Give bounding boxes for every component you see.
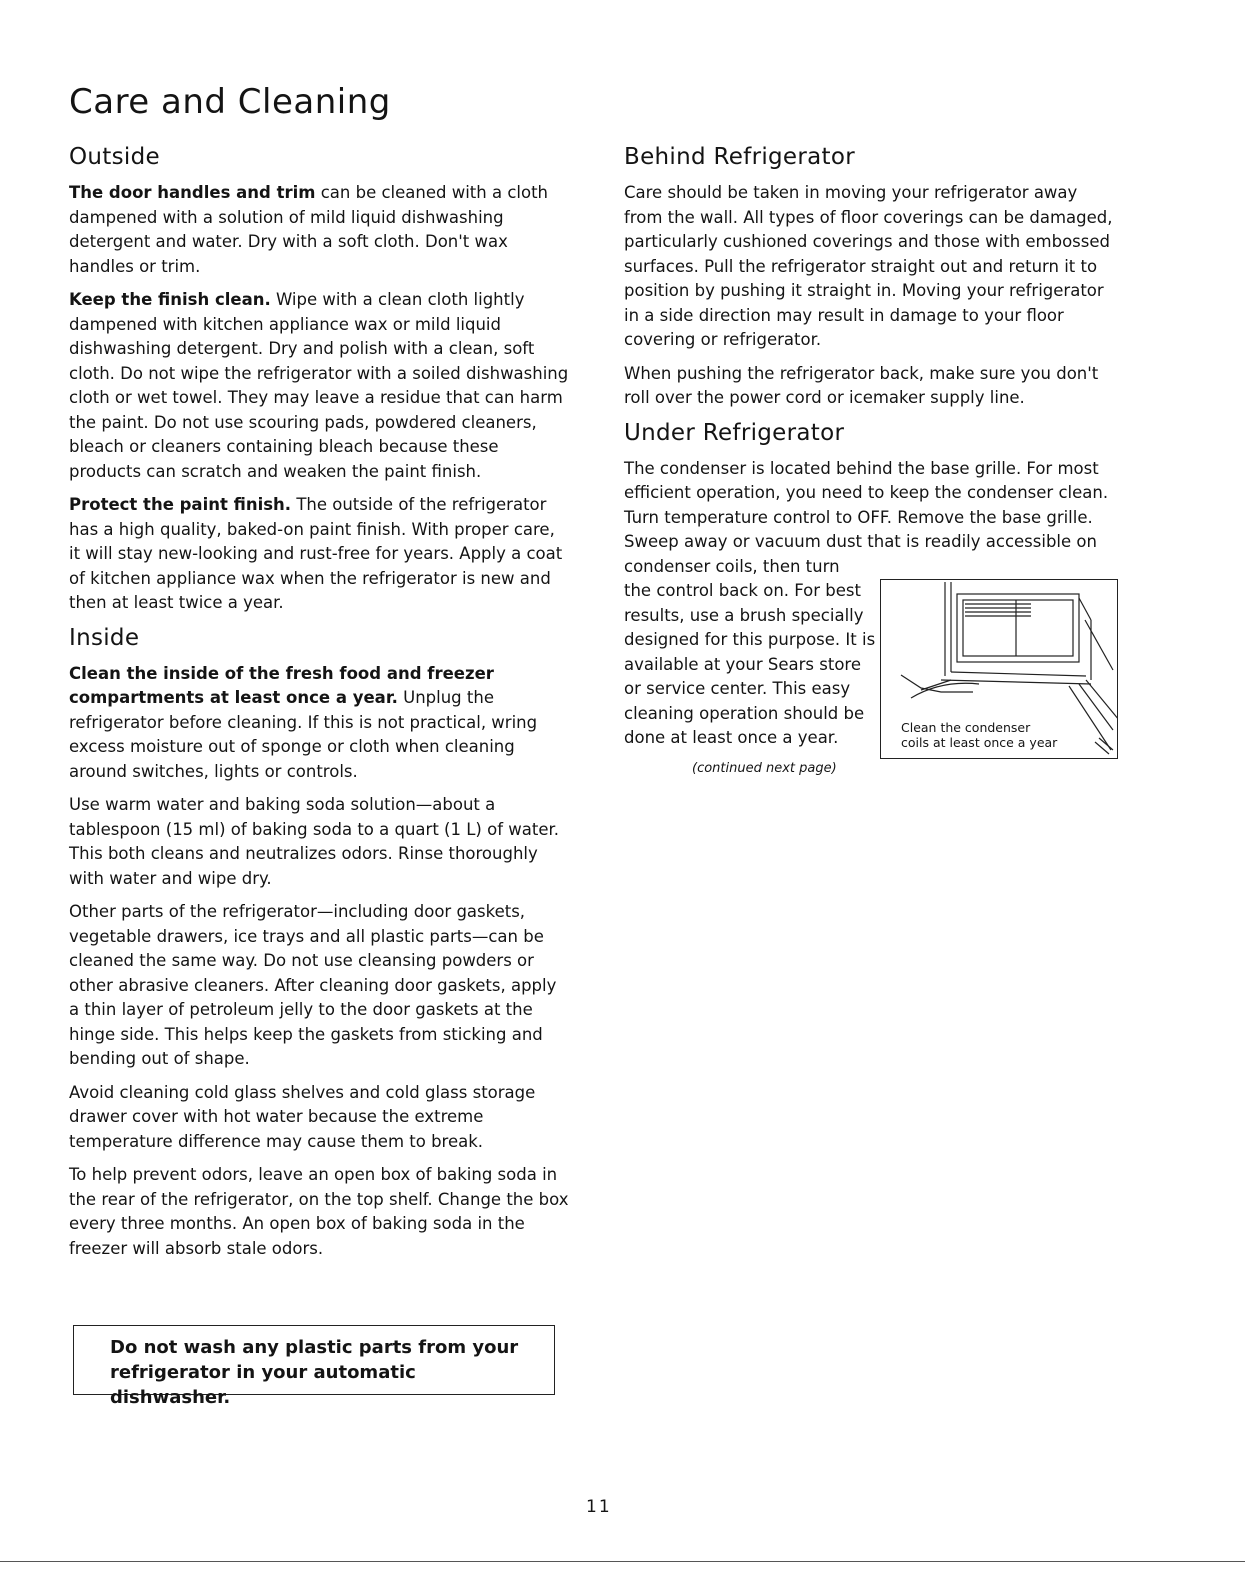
behind-paragraph-2: When pushing the refrigerator back, make sure you don't roll over the power cord or icemaker supply line.: [624, 363, 1099, 407]
outside-lead-2: Keep the finish clean.: [69, 290, 271, 309]
page-title: Care and Cleaning: [69, 82, 391, 122]
inside-paragraph-3: Other parts of the refrigerator—including door gaskets, vegetable drawers, ice trays and all plastic parts—can be cleaned the same way. Do not use cleansing powders or other abrasive cleaners. After cleaning door gaskets, apply a thin layer of petroleum jelly to the door gaskets at the hinge side. This helps keep the gaskets from sticking and bending out of shape.: [69, 902, 557, 1068]
inside-paragraph-5: To help prevent odors, leave an open box of baking soda in the rear of the refrigerator, on the top shelf. Change the box every three months. An open box of baking soda in the freezer will absorb stale odors.: [69, 1165, 569, 1258]
inside-paragraph-1: [69, 662, 569, 785]
inside-paragraph-4: Avoid cleaning cold glass shelves and cold glass storage drawer cover with hot water because the extreme temperature difference may cause them to break.: [69, 1082, 536, 1151]
inside-lead-1: Clean the inside of the fresh food and freezer compartments at least once a year.: [69, 663, 494, 707]
under-heading: Under Refrigerator: [624, 419, 845, 446]
bottom-rule: [0, 1561, 1245, 1562]
figure-caption: [901, 720, 1071, 750]
outside-lead-3: Protect the paint finish.: [69, 495, 292, 514]
right-column: [624, 144, 1118, 776]
behind-heading: Behind Refrigerator: [624, 144, 855, 170]
outside-heading: Outside: [69, 144, 160, 170]
outside-paragraph-1: [69, 181, 569, 279]
outside-body-1: can be cleaned with a cloth dampened with a solution of mild liquid dishwashing detergent and water. Dry with a soft cloth. Don't wax handles or trim.: [69, 183, 548, 276]
condenser-cleaning-illustration: [880, 579, 1118, 759]
under-paragraph-1: The condenser is located behind the base grille. For most efficient operation, you need to keep the condenser clean. Turn temperature control to OFF. Remove the base grille. Sweep away or vacuum dust that is readily accessible on condenser coils, then turn: [624, 458, 1109, 576]
warning-line-2: refrigerator in your automatic dishwasher.: [110, 1362, 416, 1408]
warning-line-1: Do not wash any plastic parts from your: [110, 1337, 519, 1358]
outside-body-3: The outside of the refrigerator has a high quality, baked-on paint finish. With proper care, it will stay new-looking and rust-free for years. Apply a coat of kitchen appliance wax when the refrigerator is new and then at least twice a year.: [69, 495, 563, 612]
outside-paragraph-3: [69, 493, 569, 616]
outside-paragraph-2: [69, 288, 569, 484]
figure-caption-line-1: Clean the condenser: [901, 720, 1031, 735]
page-number: 11: [586, 1497, 612, 1517]
left-column: [69, 144, 569, 1270]
condenser-figure-block: [624, 579, 1118, 751]
figure-caption-line-2: coils at least once a year: [901, 735, 1058, 750]
inside-heading: Inside: [69, 624, 140, 651]
behind-paragraph-1: Care should be taken in moving your refrigerator away from the wall. All types of floor coverings can be damaged, particularly cushioned coverings and those with embossed surfaces. Pull the refrigerator straight out and return it to position by pushing it straight in. Moving your refrigerator in a side direction may result in damage to your floor covering or refrigerator.: [624, 183, 1113, 349]
dishwasher-warning-box: [73, 1325, 555, 1408]
under-paragraph-2: the control back on. For best results, use a brush specially designed for this purpose. It is available at your Sears store or service center. This easy cleaning operation should be done at least once a year.: [624, 581, 876, 747]
outside-lead-1: The door handles and trim: [69, 183, 316, 202]
outside-body-2: Wipe with a clean cloth lightly dampened with kitchen appliance wax or mild liquid dishwashing detergent. Dry and polish with a clean, soft cloth. Do not wipe the refrigerator with a soiled dishwashing cloth or wet towel. They may leave a residue that can harm the paint. Do not use scouring pads, powdered cleaners, bleach or cleaners containing bleach because these products can scratch and weaken the paint finish.: [69, 290, 569, 481]
continued-note: (continued next page): [692, 760, 837, 776]
inside-body-1: Unplug the refrigerator before cleaning. If this is not practical, wring excess moisture out of sponge or cloth when cleaning around switches, lights or controls.: [69, 688, 538, 781]
inside-paragraph-2: Use warm water and baking soda solution—about a tablespoon (15 ml) of baking soda to a quart (1 L) of water. This both cleans and neutralizes odors. Rinse thoroughly with water and wipe dry.: [69, 795, 559, 888]
